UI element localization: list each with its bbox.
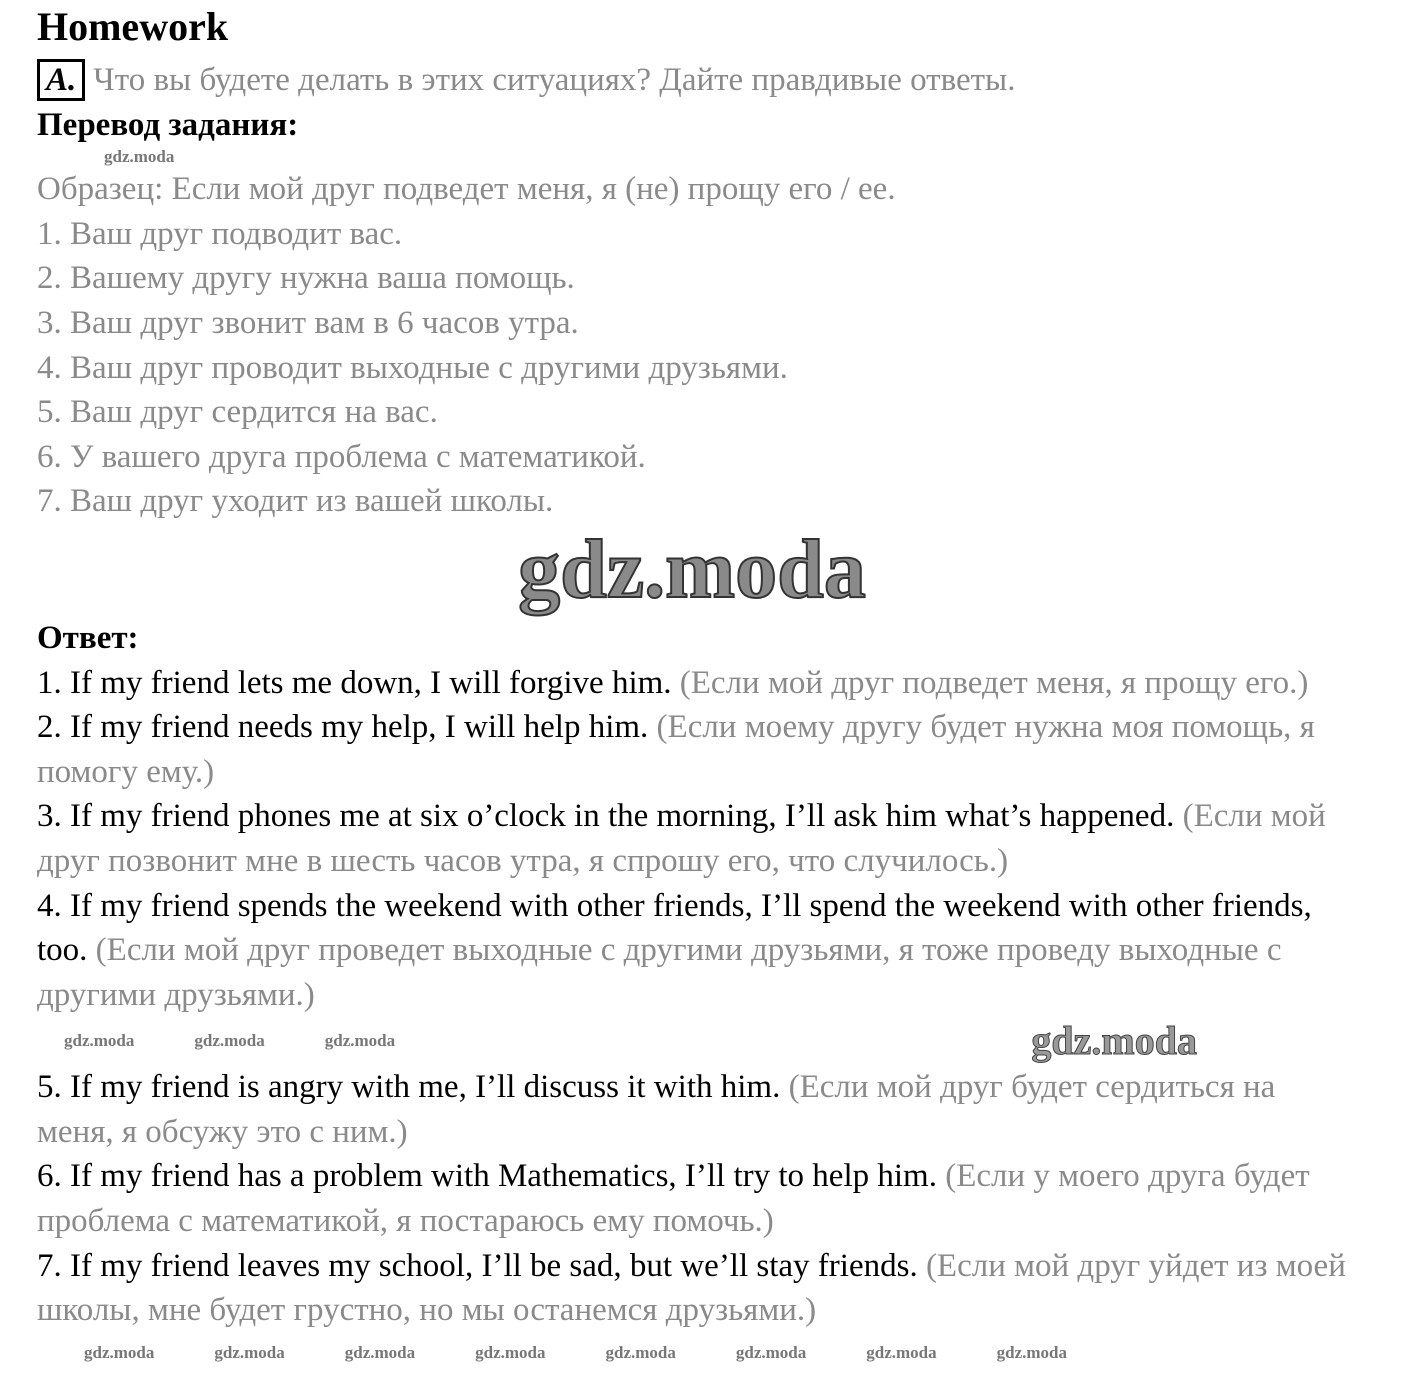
task-instruction-row <box>37 58 1347 103</box>
watermark-row <box>37 147 1347 167</box>
watermark-small: gdz.moda <box>344 1342 416 1362</box>
task-item: 4. Ваш друг проводит выходные с другими друзьями. <box>37 349 788 386</box>
answer-russian: (Если мой друг подведет меня, я прощу его.) <box>679 664 1309 701</box>
answer-english: 3. If my friend phones me at six o’clock in the morning, I’ll ask him what’s happened. <box>37 798 1175 835</box>
task-example: Образец: Если мой друг подведет меня, я (не) прощу его / ее. <box>37 171 896 208</box>
task-item: 6. У вашего друга проблема с математикой. <box>37 438 646 475</box>
answer-english: 4. If my friend spends the weekend with other friends, I’ll spend the weekend with other friends, too. <box>37 887 1312 969</box>
task-item: 3. Ваш друг звонит вам в 6 часов утра. <box>37 304 579 341</box>
watermark-small: gdz.moda <box>194 1031 265 1051</box>
answer-heading: Ответ: <box>37 619 139 656</box>
answer-russian: (Если мой друг проведет выходные с другими друзьями, я тоже проведу выходные с другими друзьями.) <box>37 932 1282 1013</box>
watermark-small: gdz.moda <box>64 1031 135 1051</box>
answer-item <box>37 705 1347 794</box>
answer-russian: (Если мой друг уйдет из моей школы, мне будет грустно, но мы останемся друзьями.) <box>37 1247 1346 1329</box>
watermark-small: gdz.moda <box>84 1342 155 1362</box>
answer-russian: (Если у моего друга будет проблема с математикой, я постараюсь ему помочь.) <box>37 1158 1310 1240</box>
task-letter-badge: A. <box>37 59 85 101</box>
watermark-medium: gdz.moda <box>1031 1018 1197 1064</box>
task-item: 2. Вашему другу нужна ваша помощь. <box>37 260 575 297</box>
answer-russian: (Если мой друг позвонит мне в шесть часов утра, я спрошу его, что случилось.) <box>37 798 1326 879</box>
task-item: 1. Ваш друг подводит вас. <box>37 215 403 252</box>
answer-item <box>37 794 1347 883</box>
answer-russian: (Если мой друг будет сердиться на меня, я обсужу это с ним.) <box>37 1069 1276 1150</box>
watermark-small: gdz.moda <box>104 147 175 167</box>
watermark-row <box>37 524 1347 616</box>
watermark-row <box>37 1017 1347 1065</box>
watermark-small: gdz.moda <box>605 1342 676 1362</box>
watermark-small: gdz.moda <box>475 1342 546 1362</box>
task-item: 5. Ваш друг сердится на вас. <box>37 394 438 431</box>
task-item: 7. Ваш друг уходит из вашей школы. <box>37 483 554 520</box>
answer-item <box>37 1154 1347 1243</box>
translation-heading: Перевод задания: <box>37 106 299 143</box>
watermark-row <box>37 1343 1347 1363</box>
page-title: Homework <box>37 4 229 49</box>
answer-russian: (Если моему другу будет нужна моя помощь, я помогу ему.) <box>37 709 1315 790</box>
watermark-small: gdz.moda <box>996 1342 1067 1362</box>
answer-english: 5. If my friend is angry with me, I’ll discuss it with him. <box>37 1069 781 1106</box>
task-instruction: Что вы будете делать в этих ситуациях? Дайте правдивые ответы. <box>93 62 1016 98</box>
watermark-small: gdz.moda <box>866 1342 937 1362</box>
answer-item <box>37 661 1347 706</box>
answer-english: 7. If my friend leaves my school, I’ll be sad, but we’ll stay friends. <box>37 1247 918 1284</box>
watermark-small: gdz.moda <box>735 1342 807 1362</box>
answer-english: 2. If my friend needs my help, I will help him. <box>37 709 649 746</box>
answer-english: 6. If my friend has a problem with Mathematics, I’ll try to help him. <box>37 1158 937 1195</box>
answer-item <box>37 1244 1347 1333</box>
watermark-large: gdz.moda <box>518 522 866 616</box>
watermark-small: gdz.moda <box>324 1031 396 1051</box>
answer-english: 1. If my friend lets me down, I will forgive him. <box>37 664 672 701</box>
answer-item <box>37 884 1347 1018</box>
answer-item <box>37 1065 1347 1154</box>
watermark-small: gdz.moda <box>214 1342 285 1362</box>
